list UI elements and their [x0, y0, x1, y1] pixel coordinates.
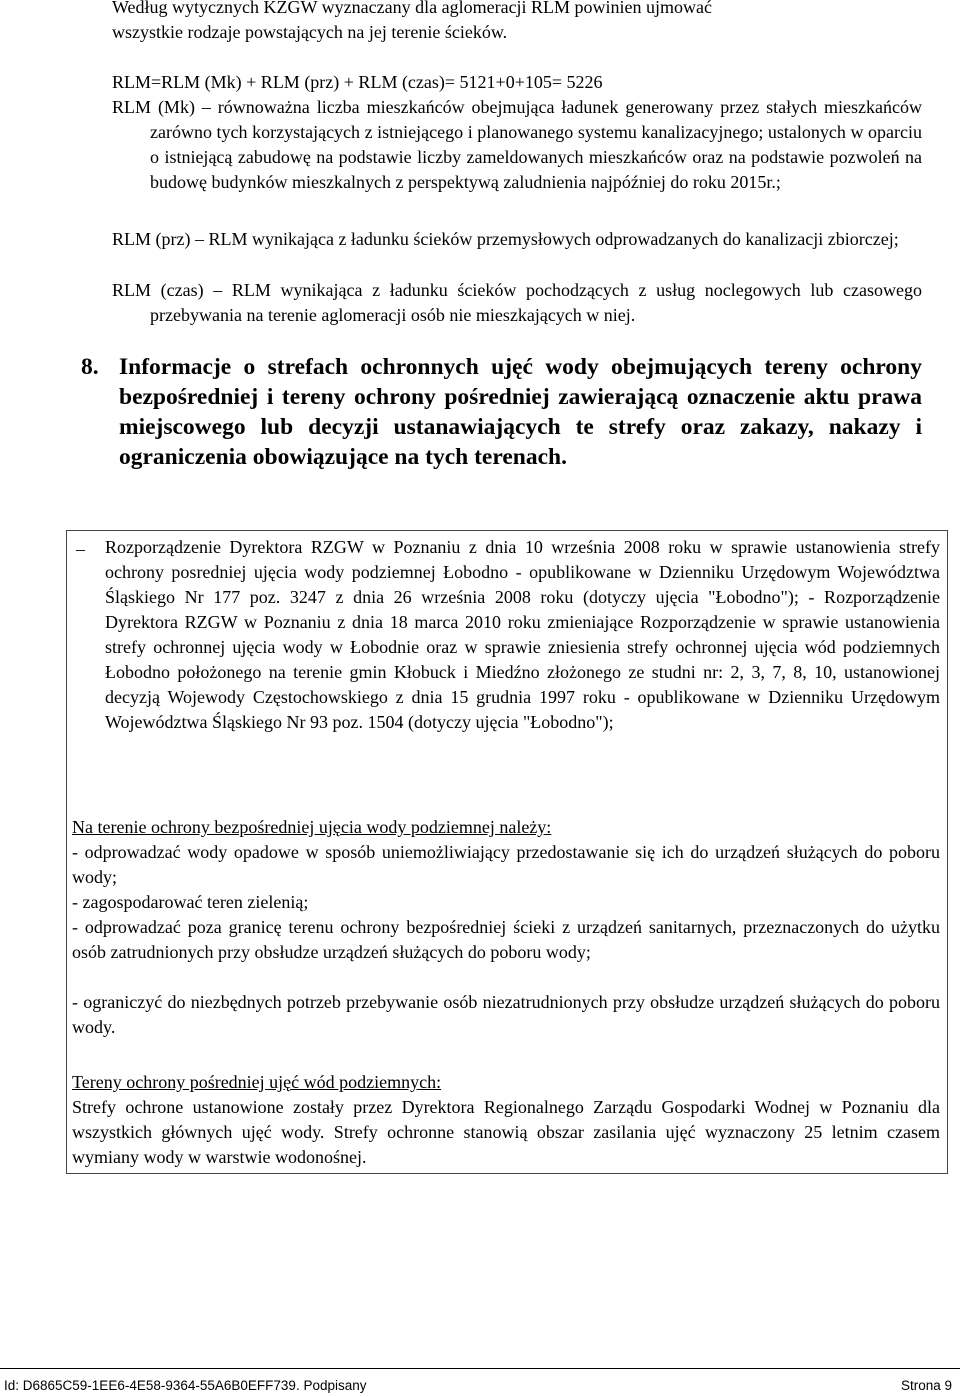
- rlm-mk-definition: RLM (Mk) – równoważna liczba mieszkańców obejmująca ładunek generowany przez stałych mieszkańców zarówno tych korzystających z istniejącego i planowanego systemu kanalizacyjnego; ustalonych w oparciu o istniejącą zabudowę na podstawie liczby zameldowanych mieszkańców oraz na podstawie pozwoleń na budowę budynków mieszkalnych z perspektywą zaludnienia najpóźniej do roku 2015r.;: [112, 97, 922, 192]
- rlm-czas-definition: RLM (czas) – RLM wynikająca z ładunku ścieków pochodzących z usług noclegowych lub czasowego przebywania na terenie aglomeracji osób nie mieszkających w niej.: [112, 280, 922, 325]
- direct-protection-heading-text: Na terenie ochrony bezpośredniej ujęcia wody podziemnej należy:: [72, 817, 552, 837]
- list-dash: –: [76, 539, 85, 559]
- page-number: Strona 9: [900, 1378, 952, 1393]
- regulation-text: Rozporządzenie Dyrektora RZGW w Poznaniu z dnia 10 września 2008 roku w sprawie ustanowienia strefy ochrony posredniej ujęcia wody podziemnej Łobodno - opublikowane w Dzienniku Urzędowym Województwa Śląskiego Nr 177 poz. 3247 z dnia 26 września 2008 roku (dotyczy ujęcia "Łobodno"); - Rozporządzenie Dyrektora RZGW w Poznaniu z dnia 18 marca 2010 roku zmieniające Rozporządzenie w sprawie ustanowienia strefy ochronnej ujęcia wody w Łobodnie oraz w sprawie zniesienia strefy ochronnej ujęcia wód podziemnych Łobodno położonego na terenie gmin Kłobuck i Miedźno złożonego ze studni nr: 2, 3, 7, 8, 10, ustanowionej decyzją Wojewody Częstochowskiego z dnia 15 grudnia 1997 roku - opublikowane w Dzienniku Urzędowym Województwa Śląskiego Nr 93 poz. 1504 (dotyczy ujęcia "Łobodno");: [105, 537, 940, 732]
- indirect-protection-heading: [72, 1070, 940, 1095]
- section-heading: [81, 352, 922, 472]
- indirect-protection-heading-text: Tereny ochrony pośredniej ujęć wód podziemnych:: [72, 1072, 442, 1092]
- direct-protection-heading: [72, 815, 940, 840]
- indirect-protection-text: Strefy ochrone ustanowione zostały przez Dyrektora Regionalnego Zarządu Gospodarki Wodnej w Poznaniu dla wszystkich głównych ujęć wody. Strefy ochronne stanowią obszar zasilania ujęć wyznaczony 25 letnim czasem wymiany wody w warstwie wodonośnej.: [72, 1097, 940, 1167]
- intro-line-1: Według wytycznych KZGW wyznaczany dla aglomeracji RLM powinien ujmować: [112, 0, 713, 17]
- document-id: Id: D6865C59-1EE6-4E58-9364-55A6B0EFF739. Podpisany: [4, 1378, 367, 1393]
- direct-item-1: - odprowadzać wody opadowe w sposób uniemożliwiający przedostawanie się ich do urządzeń służących do poboru wody;: [72, 842, 940, 887]
- rlm-formula: RLM=RLM (Mk) + RLM (prz) + RLM (czas)= 5121+0+105= 5226: [112, 72, 603, 92]
- section-number: 8.: [81, 354, 99, 380]
- section-title: Informacje o strefach ochronnych ujęć wody obejmujących tereny ochrony bezpośredniej i tereny ochrony pośredniej zawierającą oznaczenie aktu prawa miejscowego lub decyzji ustanawiających te strefy oraz zakazy, nakazy i ograniczenia obowiązujące na tych terenach.: [119, 354, 922, 470]
- intro-line-2: wszystkie rodzaje powstających na jej terenie ścieków.: [112, 22, 508, 42]
- direct-item-2: - zagospodarować teren zielenią;: [72, 892, 309, 912]
- page-footer: [0, 1368, 960, 1397]
- direct-item-3: - odprowadzać poza granicę terenu ochrony bezpośredniej ścieki z urządzeń sanitarnych, przeznaczonych do użytku osób zatrudnionych przy obsłudze urządzeń służących do poboru wody;: [72, 917, 940, 962]
- direct-item-4: - ograniczyć do niezbędnych potrzeb przebywanie osób niezatrudnionych przy obsłudze urządzeń służących do poboru wody.: [72, 992, 940, 1037]
- rlm-prz-definition: RLM (prz) – RLM wynikająca z ładunku ścieków przemysłowych odprowadzanych do kanalizacji zbiorczej;: [112, 229, 899, 249]
